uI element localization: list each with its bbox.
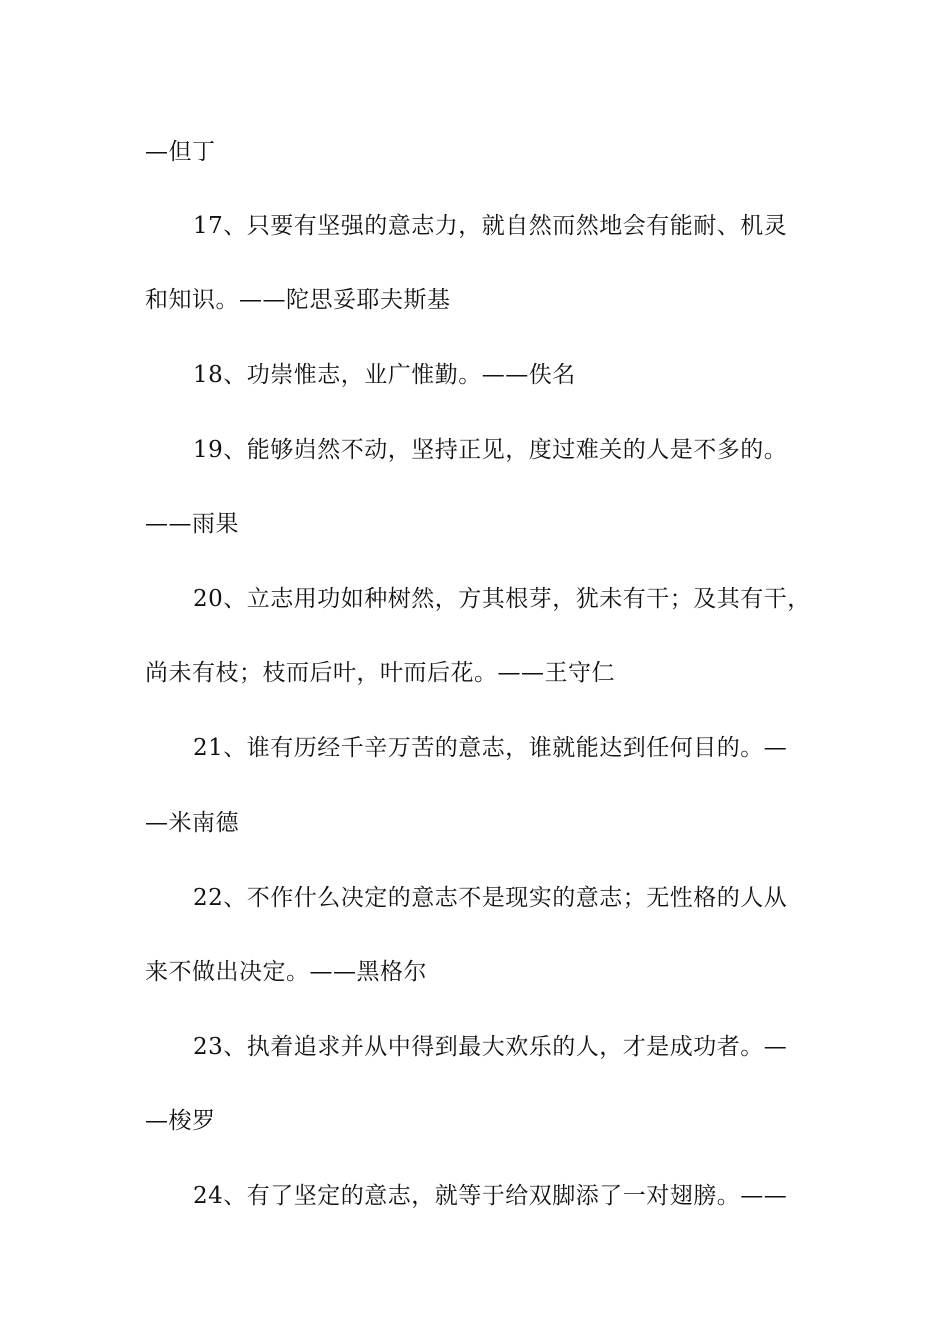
quote-21-line-2: —米南德 bbox=[145, 810, 239, 836]
quote-17-line-1: 17、只要有坚强的意志力，就自然而然地会有能耐、机灵 bbox=[193, 213, 788, 239]
quote-21-line-1: 21、谁有历经千辛万苦的意志，谁就能达到任何目的。— bbox=[193, 735, 788, 761]
quote-24-line-1: 24、有了坚定的意志，就等于给双脚添了一对翅膀。—— bbox=[193, 1183, 788, 1209]
quote-23-line-1: 23、执着追求并从中得到最大欢乐的人，才是成功者。— bbox=[193, 1034, 788, 1060]
quote-22-line-2: 来不做出决定。——黑格尔 bbox=[145, 959, 427, 985]
quote-19-line-2: ——雨果 bbox=[145, 511, 239, 537]
quote-17-line-2: 和知识。——陀思妥耶夫斯基 bbox=[145, 287, 451, 313]
quote-18-line-1: 18、功崇惟志，业广惟勤。——佚名 bbox=[193, 362, 576, 388]
quote-20-line-1: 20、立志用功如种树然，方其根芽，犹未有干；及其有干， bbox=[193, 586, 811, 612]
quote-22-line-1: 22、不作什么决定的意志不是现实的意志；无性格的人从 bbox=[193, 885, 788, 911]
quote-19-line-1: 19、能够岿然不动，坚持正见，度过难关的人是不多的。 bbox=[193, 437, 788, 463]
text-line-attribution-dante: —但丁 bbox=[145, 139, 216, 165]
quote-23-line-2: —梭罗 bbox=[145, 1108, 216, 1134]
quote-20-line-2: 尚未有枝；枝而后叶，叶而后花。——王守仁 bbox=[145, 660, 615, 686]
